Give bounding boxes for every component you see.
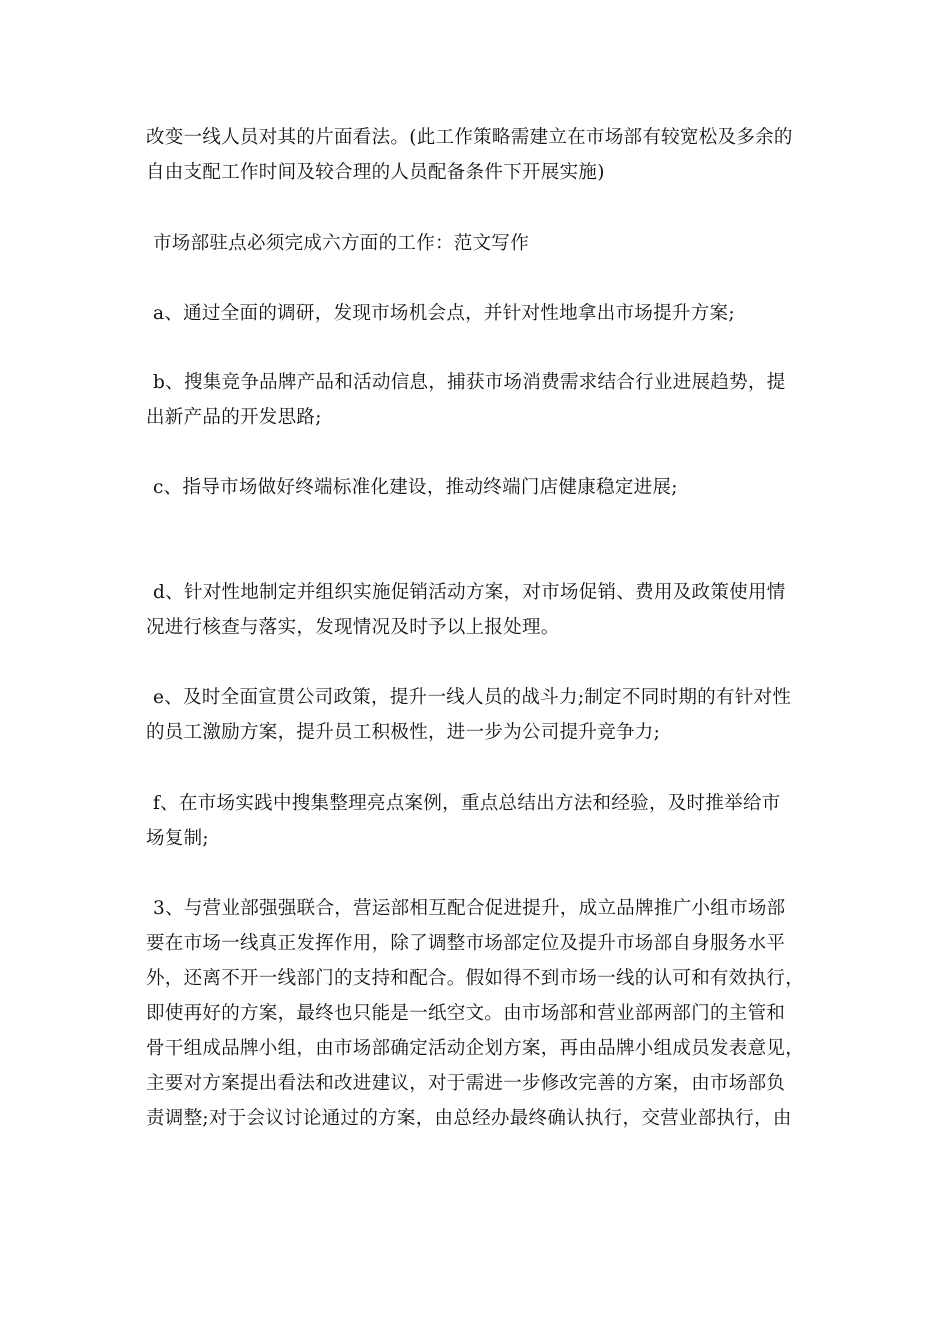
paragraph-3 xyxy=(153,296,813,331)
paragraph-1 xyxy=(146,120,806,190)
paragraph-line: 的员工激励方案，提升员工积极性，进一步为公司提升竞争力; xyxy=(146,722,661,743)
paragraph-line: 出新产品的开发思路; xyxy=(146,407,322,428)
paragraph-5 xyxy=(153,470,813,505)
paragraph-line: 骨干组成品牌小组，由市场部确定活动企划方案，再由品牌小组成员发表意见， xyxy=(146,1038,805,1059)
paragraph-line: f、在市场实践中搜集整理亮点案例，重点总结出方法和经验，及时推举给市 xyxy=(153,793,781,814)
paragraph-line: 外，还离不开一线部门的支持和配合。假如得不到市场一线的认可和有效执行， xyxy=(146,968,805,989)
paragraph-line: e、及时全面宣贯公司政策，提升一线人员的战斗力;制定不同时期的有针对性 xyxy=(153,687,792,708)
paragraph-line: 责调整;对于会议讨论通过的方案，由总经办最终确认执行，交营业部执行，由 xyxy=(146,1108,792,1129)
paragraph-line: 要在市场一线真正发挥作用，除了调整市场部定位及提升市场部自身服务水平 xyxy=(146,933,786,954)
paragraph-8 xyxy=(146,786,806,856)
paragraph-line: c、指导市场做好终端标准化建设，推动终端门店健康稳定进展; xyxy=(153,477,678,498)
paragraph-line: d、针对性地制定并组织实施促销活动方案，对市场促销、费用及政策使用情 xyxy=(153,582,786,603)
paragraph-9 xyxy=(146,891,806,1136)
paragraph-4 xyxy=(146,365,806,435)
paragraph-line: 自由支配工作时间及较合理的人员配备条件下开展实施) xyxy=(146,162,605,183)
paragraph-line: 即使再好的方案，最终也只能是一纸空文。由市场部和营业部两部门的主管和 xyxy=(146,1003,786,1024)
paragraph-6 xyxy=(146,575,806,645)
paragraph-7 xyxy=(146,680,806,750)
paragraph-line: 改变一线人员对其的片面看法。(此工作策略需建立在市场部有较宽松及多余的 xyxy=(146,127,793,148)
paragraph-line: 况进行核查与落实，发现情况及时予以上报处理。 xyxy=(146,617,560,638)
paragraph-line: 3、与营业部强强联合，营运部相互配合促进提升，成立品牌推广小组市场部 xyxy=(153,898,786,919)
paragraph-line: 场复制; xyxy=(146,828,209,849)
paragraph-line: 市场部驻点必须完成六方面的工作：范文写作 xyxy=(153,233,530,254)
paragraph-line: b、搜集竞争品牌产品和活动信息，捕获市场消费需求结合行业进展趋势，提 xyxy=(153,372,786,393)
paragraph-2 xyxy=(153,226,813,261)
paragraph-line: a、通过全面的调研，发现市场机会点，并针对性地拿出市场提升方案; xyxy=(153,303,735,324)
paragraph-line: 主要对方案提出看法和改进建议，对于需进一步修改完善的方案，由市场部负 xyxy=(146,1073,786,1094)
